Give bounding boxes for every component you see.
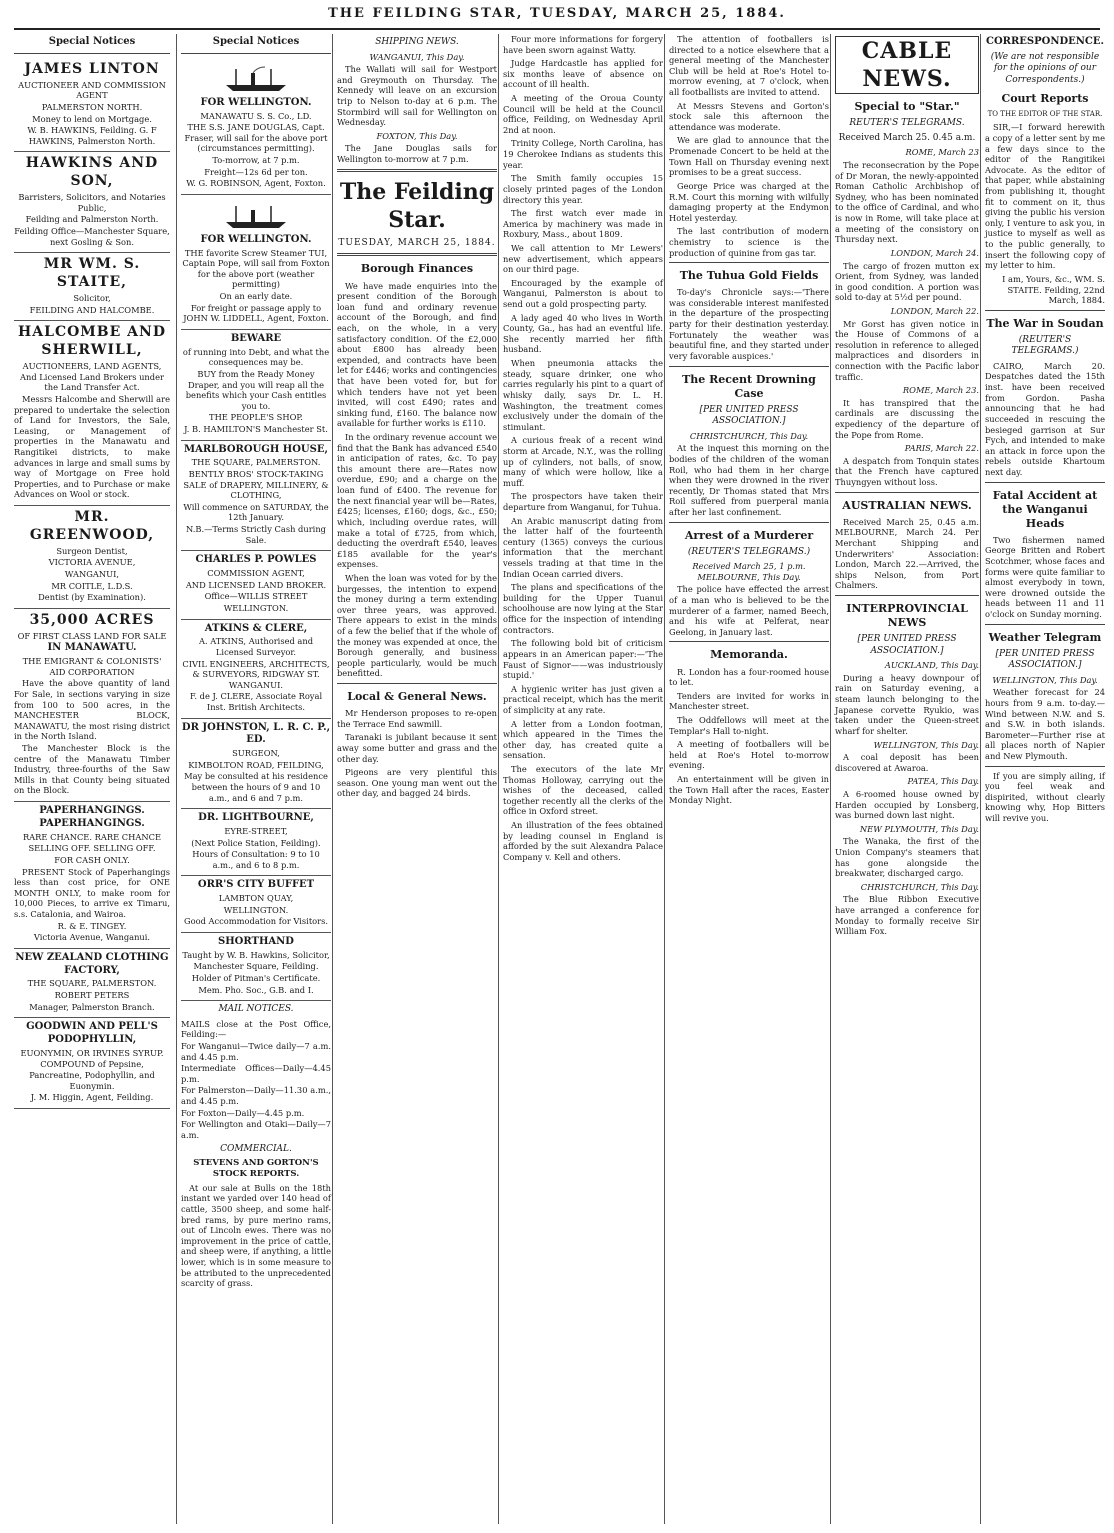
text-block: The police have effected the arrest of a man who is believed to be the murderer of a farmer, named Beech, and his wife at Pelferat, near Geelong, in January last. (669, 584, 829, 637)
text-block: Received March 25, 1 p.m. MELBOURNE, This Day. (692, 561, 806, 582)
text-block: George Price was charged at the R.M. Court this morning with wilfully damaging property at the Endymon Hotel yesterday. (669, 180, 829, 223)
text-block: CAIRO, March 20. Despatches dated the 15th inst. have been received from Gordon. Pasha announcing that he had succeeded in rescuing the besieged garrison at Sur Fych, and intended to make an attack in force upon the rebels outside Khartoum next day. (985, 360, 1105, 477)
fatal-accident-heading: Fatal Accident at the Wanganui Heads (992, 488, 1098, 530)
borough-finances-heading: Borough Finances (360, 262, 474, 276)
text-block: Mem. Pho. Soc., G.B. and I. (198, 984, 314, 995)
text-block: CHRISTCHURCH, This Day. (689, 430, 809, 441)
text-block: Solicitor, (73, 293, 111, 304)
drowning-case-heading: The Recent Drowning Case (682, 372, 816, 400)
text-block: SHORTHAND (218, 936, 294, 948)
divider (669, 366, 829, 367)
text-block: On an early date. (219, 291, 293, 302)
text-block: For freight or passage apply to JOHN W. LIDDELL, Agent, Foxton. (183, 302, 329, 324)
text-block: NEW PLYMOUTH, This Day. (859, 823, 979, 834)
memoranda-heading: Memoranda. (710, 648, 788, 662)
text-block: Hours of Consultation: 9 to 10 a.m., and 6 to 8 p.m. (192, 849, 320, 870)
australian-news-heading: AUSTRALIAN NEWS. (842, 498, 972, 512)
text-block: EYRE-STREET, (224, 826, 288, 836)
ad-marlborough-house (181, 441, 331, 552)
weather-telegram-heading: Weather Telegram (988, 630, 1102, 644)
ad-35000-acres (14, 609, 170, 802)
text-block: ROME, March 23. (902, 385, 979, 396)
text-block: BENTLY BROS' STOCK-TAKING SALE of DRAPERY, MILLINERY, & CLOTHING, (183, 469, 329, 501)
text-block: BUY from the Ready Money Draper, and you will reap all the benefits which your Cash entitles you to. (185, 368, 327, 411)
text-block: The following bold bit of criticism appears in an American paper:—'The Faust of Signor——was industriously stupid.' (503, 638, 663, 681)
shipping-news-heading: SHIPPING NEWS. (375, 37, 459, 47)
text-block: N.B.—Terms Strictly Cash during Sale. (186, 524, 326, 545)
text-block: [PER UNITED PRESS ASSOCIATION.] (699, 404, 799, 427)
text-block: MARLBOROUGH HOUSE, (184, 443, 328, 455)
divider (337, 169, 497, 172)
text-block: Tenders are invited for works in Manchester street. (669, 690, 829, 712)
text-block: A letter from a London footman, which appeared in the Times the other day, has created quite a sensation. (503, 718, 663, 761)
text-block: Feilding and Palmerston North. (25, 214, 159, 225)
text-block: Mr Henderson proposes to re-open the Terrace End sawmill. (337, 708, 497, 729)
steamship-icon (221, 202, 291, 230)
divider (14, 53, 170, 54)
column-heading: Special Notices (48, 36, 136, 47)
text-block: The plans and specifications of the building for the Upper Tuanui schoolhouse are now lying at the Star office for the inspection of intending contractors. (503, 582, 663, 635)
text-block: Good Accommodation for Visitors. (183, 916, 329, 927)
text-block: Freight—12s 6d per ton. (204, 166, 308, 177)
ad-beware (181, 330, 331, 441)
text-block: Trinity College, North Carolina, has 19 Cherokee Indians as students this year. (503, 138, 663, 170)
text-block: A. ATKINS, Authorised and Licensed Surveyor. (198, 636, 314, 657)
special-to-star: Special to "Star." (854, 100, 960, 114)
text-block: Encouraged by the example of Wanganui, Palmerston is about to send out a gold prospecting party. (503, 277, 663, 310)
text-block: An entertainment will be given in the Town Hall after the races, Easter Monday Night. (669, 774, 829, 806)
text-block: An illustration of the fees obtained by leading counsel in England is afforded by the suit Alexandra Palace Company v. Kell and others. (503, 820, 663, 862)
text-block: Dentist (by Examination). (38, 592, 146, 603)
text-block: The Manchester Block is the centre of the Manawatu Timber Industry, three-fourths of the Saw Mills in that County being situated on the Block. (14, 743, 170, 796)
text-block: AUCKLAND, This Day. (884, 660, 979, 671)
text-block: WELLINGTON, This Day. (992, 674, 1098, 685)
text-block: For Palmerston—Daily—11.30 a.m., and 4.45 p.m. (181, 1085, 331, 1107)
text-block: At Messrs Stevens and Gorton's stock sale this afternoon the attendance was moderate. (669, 100, 829, 132)
text-block: The Oddfellows will meet at the Templar's Hall to-night. (669, 714, 829, 736)
text-block: The reconsecration by the Pope of Dr Moran, the newly-appointed Roman Catholic Archbishop of Sydney, who has been nominated to the office of Cardinal, and who is now in Rome, will take place at a meeting of the consistory on Thursday next. (835, 160, 979, 245)
commercial-text: At our sale at Bulls on the 18th instant we yarded over 140 head of cattle, 3500 sheep, and some half-bred rams, by pure merino rams, out of Lincoln ewes. There was no improvement in the price of cattle, and sheep were, if anything, a little lower, which is in some measure to be attributed to the unprecedented scarcity of grass. (181, 1182, 331, 1289)
text-block: A despatch from Tonquin states that the French have captured Thuyngyen without loss. (835, 455, 979, 488)
text-block: FOR CASH ONLY. (54, 854, 130, 865)
text-block: Manager, Palmerston Branch. (29, 1001, 155, 1012)
divider (669, 262, 829, 263)
divider (985, 310, 1105, 311)
text-block: PATEA, This Day. (907, 776, 979, 787)
text-block: Received March 25. 0.45 a.m. (838, 132, 976, 143)
divider (985, 624, 1105, 625)
mail-notices-heading: MAIL NOTICES. (218, 1004, 294, 1015)
text-block: Four more informations for forgery have been sworn against Watty. (503, 34, 663, 55)
text-block: JAMES LINTON (24, 60, 160, 77)
text-block: Weather forecast for 24 hours from 9 a.m. to-day.—Wind between N.W. and S. and S.W. in both islands. Barometer—Further rise at all places north of Napier and New Plymouth. (985, 687, 1105, 762)
text-block: LONDON, March 22. (890, 305, 979, 316)
text-block: During a heavy downpour of rain on Saturday evening, a steam launch belonging to the Japanese corvette Ryukio, was taken under the Queen-street wharf for shelter. (835, 672, 979, 736)
text-block: WELLINGTON, This Day. (873, 739, 979, 750)
divider (835, 595, 979, 596)
text-block: THE PEOPLE'S SHOP. (209, 412, 303, 423)
divider (669, 522, 829, 523)
text-block: The Smith family occupies 15 closely printed pages of the London directory this year. (503, 173, 663, 205)
newspaper-columns (14, 34, 1104, 1524)
text-block: VICTORIA AVENUE, (48, 557, 136, 568)
text-block: FOR WELLINGTON. (200, 96, 312, 108)
text-block: CIVIL ENGINEERS, ARCHITECTS, & SURVEYORS, RIDGWAY ST. WANGANUI. (182, 658, 330, 690)
ad-staite (14, 253, 170, 321)
stock-reports-heading: STEVENS AND GORTON'S STOCK REPORTS. (193, 1158, 319, 1179)
column-news-2 (664, 34, 833, 1524)
text-block: ROME, March 23 (905, 147, 979, 158)
text-block: WELLINGTON. (223, 904, 289, 915)
text-block: DR. LIGHTBOURNE, (198, 812, 314, 824)
text-block: Mr Gorst has given notice in the House of Commons of a resolution in reference to alleged malpractices and disorders in connection with the Pacific labor traffic. (835, 318, 979, 382)
text-block: THE S.S. JANE DOUGLAS, Capt. Fraser, will sail for the above port (circumstances permitting). (184, 122, 328, 154)
text-block: J. B. HAMILTON'S Manchester St. (184, 423, 328, 434)
ad-powles (181, 551, 331, 619)
text-block: ORR'S CITY BUFFET (197, 879, 315, 891)
text-block: AUCTIONEERS, LAND AGENTS, And Licensed Land Brokers under the Land Transfer Act. (20, 361, 164, 393)
text-block: THE favorite Screw Steamer TUI, Captain Pope, will sail from Foxton for the above port (weather permitting) (182, 247, 330, 290)
war-in-soudan-heading: The War in Soudan (986, 316, 1104, 330)
text-block: The Wallati will sail for Westport and Greymouth on Thursday. The Kennedy will leave on an excursion trip to Nelson to-day at 6 p.m. The Stormbird will sail for Wellington on Wednesday. (337, 64, 497, 128)
text-block: In the ordinary revenue account we find that the Bank has advanced £540 in anticipation of rates, &c. To pay this amount there are—Rates now overdue, £90; and a charge on the loan fund of £400. The revenue for the next financial year will be—Rates, £425; licenses, £160; dogs, &c., £50; which, including overdue rates, will make a total of £725, from which, deducting the overdraft £540, leaves £185 available for the year's expenses. (337, 432, 497, 570)
interprovincial-news-heading: INTERPROVINCIAL NEWS (846, 602, 968, 630)
column-special-notices-2 (176, 34, 335, 1524)
column-cable-news (830, 34, 983, 1524)
text-block: An Arabic manuscript dating from the latter half of the fourteenth century (1365) conveys the curious information that the merchant vessels trading at that time in the Indian Ocean carried divers. (503, 515, 663, 579)
ad-shorthand (181, 933, 331, 1001)
text-block: PARIS, March 22. (904, 443, 979, 454)
text-block: A hygienic writer has just given a practical receipt, which has the merit of simplicity at any rate. (503, 683, 663, 715)
text-block: MANAWATU S. S. Co., LD. (200, 110, 312, 121)
text-block: SELLING OFF. SELLING OFF. (28, 843, 156, 854)
issue-dateline: TUESDAY, MARCH 25, 1884. (338, 237, 496, 248)
ad-dr-johnston (181, 719, 331, 810)
text-block: REUTER'S TELEGRAMS. (849, 118, 965, 129)
text-block: TO THE EDITOR OF THE STAR. (987, 110, 1103, 119)
text-block: The prospectors have taken their departure from Wanganui, for Tuhua. (503, 491, 663, 512)
text-block: Pigeons are very plentiful this season. One young man went out the other day, and bagged 24 birds. (337, 767, 497, 799)
text-block: To-day's Chronicle says:—'There was considerable interest manifested in the departure of the prospecting party for their destination yesterday. Fortunately the weather was beautiful fine, and they started under very favorable auspices.' (669, 287, 829, 361)
text-block: The executors of the late Mr Thomas Holloway, carrying out the wishes of the deceased, called together recently all the clerks of the office in Oxford street. (503, 764, 663, 817)
ad-podophyllin (14, 1018, 170, 1109)
text-block: WELLINGTON. (223, 602, 289, 613)
text-block: FOXTON, This Day. (376, 130, 458, 141)
text-block: A meeting of the Oroua County Council will be held at the Council office, Feilding, on Wednesday April 2nd at noon. (503, 93, 663, 135)
text-block: IN MANAWATU. (47, 642, 137, 654)
ad-greenwood (14, 506, 170, 609)
text-block: COMPOUND of Pepsine, Pancreatine, Podophyllin, and Euonymin. (29, 1059, 155, 1091)
ad-paperhangings (14, 802, 170, 949)
text-block: We call attention to Mr Lewers' new advertisement, which appears on our third page. (503, 242, 663, 275)
cable-news-heading: CABLE NEWS. (835, 36, 979, 94)
ad-orrs-buffet (181, 876, 331, 933)
text-block: 35,000 ACRES (29, 611, 155, 628)
text-block: CHRISTCHURCH, This Day. (860, 881, 979, 892)
ad-james-linton (14, 58, 170, 153)
text-block: Taught by W. B. Hawkins, Solicitor, (182, 949, 330, 960)
text-block: Office—WILLIS STREET (204, 591, 308, 602)
hop-bitters-notice: If you are simply ailing, if you feel weak and dispirited, without clearly knowing why, Hop Bitters will revive you. (985, 770, 1105, 824)
text-block: THE SQUARE, PALMERSTON. (27, 978, 157, 989)
correspondence-heading: CORRESPONDENCE. (985, 36, 1104, 47)
text-block: AUCTIONEER AND COMMISSION AGENT (18, 79, 166, 101)
text-block: F. de J. CLERE, Associate Royal Inst. British Architects. (189, 691, 323, 712)
ad-hawkins-son (14, 152, 170, 253)
text-block: Victoria Avenue, Wanganui. (33, 932, 151, 943)
masthead: THE FEILDING STAR, TUESDAY, MARCH 25, 1884. (14, 6, 1100, 30)
text-block: I am, Yours, &c., WM. S. STAITE. Feilding, 22nd March, 1884. (1002, 273, 1105, 306)
text-block: HAWKINS AND SON, (25, 155, 159, 190)
text-block: (Next Police Station, Feilding). (191, 837, 321, 848)
text-block: Will commence on SATURDAY, the 12th January. (183, 501, 329, 523)
text-block: EUONYMIN, OR IRVINES SYRUP. (20, 1047, 164, 1058)
text-block: Taranaki is jubilant because it sent away some butter and grass and the other day. (337, 732, 497, 764)
text-block: We have made enquiries into the present condition of the Borough loan fund and ordinary revenue account of the Borough, and find each, on the whole, in a very satisfactory condition. Of the £2,000 about £800 has already been expended, and contracts have been let for £446; works and contingencies that have been voted for, but for which tenders have not yet been invited, will cost £490; rates and sinking fund, £160. The balance now available for further works is £110. (337, 280, 497, 429)
text-block: WANGANUI, This Day. (369, 51, 465, 62)
text-block: The Jane Douglas sails for Wellington to-morrow at 7 p.m. (337, 143, 497, 164)
ad-dr-lightbourne (181, 809, 331, 876)
text-block: Barristers, Solicitors, and Notaries Public, (18, 192, 166, 213)
column-heading: Special Notices (212, 36, 300, 47)
text-block: (REUTER'S TELEGRAMS.) (687, 546, 811, 557)
divider (985, 766, 1105, 767)
text-block: RARE CHANCE. RARE CHANCE (22, 831, 162, 842)
arrest-murderer-heading: Arrest of a Murderer (684, 528, 814, 542)
text-block: Manchester Square, Feilding. (193, 961, 319, 972)
divider (337, 683, 497, 684)
text-block: Feilding Office—Manchester Square, next Gosling & Son. (14, 226, 170, 247)
text-block: ROBERT PETERS (54, 989, 130, 1000)
text-block: HALCOMBE AND SHERWILL, (18, 324, 166, 359)
text-block: ATKINS & CLERE, (204, 622, 308, 634)
text-block: For Foxton—Daily—4.45 p.m. (181, 1107, 305, 1118)
text-block: (We are not responsible for the opinions of our Correspondents.) (990, 51, 1100, 85)
text-block: MR COITLE, L.D.S. (51, 580, 133, 591)
text-block: When the loan was voted for by the burgesses, the intention to expend the money during a term extending over three years, was approved. There appears to exist in the minds of a few the belief that if the whole of the money was expended at once, the Borough generally, and business people particularly, would be much benefitted. (337, 572, 497, 679)
column-editorial (332, 34, 501, 1524)
text-block: J. M. Higgin, Agent, Feilding. (30, 1092, 154, 1103)
text-block: Intermediate Offices—Daily—4.45 p.m. (181, 1063, 331, 1084)
text-block: The attention of footballers is directed to a notice elsewhere that a general meeting of the Manchester Club will be held at Roe's Hotel to-morrow evening, at 7 o'clock, when all footballists are invited to attend. (669, 34, 829, 98)
text-block: Holder of Pitman's Certificate. (191, 973, 321, 984)
text-block: The last contribution of modern chemistry to science is the production of quinine from gas tar. (669, 226, 829, 258)
text-block: R. London has a four-roomed house to let. (669, 666, 829, 688)
text-block: FEILDING AND HALCOMBE. (29, 304, 155, 315)
text-block: A meeting of footballers will be held at Roe's Hotel to-morrow evening. (669, 739, 829, 771)
text-block: BEWARE (230, 332, 282, 344)
divider (337, 253, 497, 256)
text-block: PAPERHANGINGS. PAPERHANGINGS. (39, 805, 145, 829)
text-block: NEW ZEALAND CLOTHING FACTORY, (15, 951, 169, 976)
text-block: For Wellington and Otaki—Daily—7 a.m. (181, 1119, 331, 1140)
text-block: AND LICENSED LAND BROKER. (185, 579, 327, 590)
text-block: DR JOHNSTON, L. R. C. P., ED. (181, 721, 331, 746)
text-block: CHARLES P. POWLES (195, 554, 317, 566)
text-block: OF FIRST CLASS LAND FOR SALE (17, 630, 167, 641)
divider (835, 492, 979, 493)
text-block: W. B. HAWKINS, Feilding. G. F HAWKINS, Palmerston North. (27, 125, 157, 146)
divider (669, 641, 829, 642)
text-block: SIR,—I forward herewith a copy of a letter sent by me a few days since to the editor of the Rangitikei Advocate. As the editor of that paper, while abstaining from publishing it, thought fit to comment on it, thus giving the public his version only, I venture to ask you, in justice to myself as well as to the public generally, to insert the following copy of my letter to him. (985, 122, 1105, 271)
text-block: of running into Debt, and what the consequences may be. (182, 346, 330, 368)
ad-clothing-factory (14, 949, 170, 1018)
ad-halcombe-sherwill (14, 321, 170, 506)
text-block: PRESENT Stock of Paperhangings less than cost price, for ONE MONTH ONLY, to make room for 10,000 Pieces, to arrive ex Timaru, s.s. Catalonia, and Wairoa. (14, 866, 170, 919)
column-local-news (498, 34, 667, 1524)
text-block: A curious freak of a recent wind storm at Arcade, N.Y., was the rolling up of cylinders, not balls, of snow, many of which were hollow, like a muff. (503, 435, 663, 488)
column-correspondence (980, 34, 1109, 1524)
text-block: (REUTER'S TELEGRAMS.) (1011, 334, 1079, 357)
text-block: LAMBTON QUAY, (218, 893, 294, 904)
text-block: The Blue Ribbon Executive have arranged a conference for Monday to formally receive Sir William Fox. (835, 894, 979, 937)
text-block: The Wanaka, the first of the Union Company's steamers that has gone alongside the breakwater, discharged cargo. (835, 836, 979, 879)
text-block: It has transpired that the cardinals are discussing the expediency of the departure of the Pope from Rome. (835, 397, 979, 440)
text-block: Money to lend on Mortgage. (32, 113, 152, 124)
text-block: WANGANUI, (64, 569, 120, 580)
text-block: Two fishermen named George Britten and Robert Scotchmer, whose faces and forms were quite familiar to almost everybody in town, were drowned outside the heads between 11 and 11 o'clock on Sunday morning. (985, 534, 1105, 620)
text-block: COMMISSION AGENT, (207, 568, 305, 579)
text-block: LONDON, March 24. (890, 247, 979, 258)
text-block: The first watch ever made in America by machinery was made in Roxbury, Mass., about 1809. (503, 208, 663, 240)
court-reports-heading: Court Reports (1001, 92, 1089, 106)
text-block: We are glad to announce that the Promenade Concert to be held at the Town Hall on Thursday evening next promises to be a great success. (669, 135, 829, 178)
text-block: A lady aged 40 who lives in Worth County, Ga., has had an eventful life. She recently married her fifth husband. (503, 312, 663, 355)
text-block: May be consulted at his residence between the hours of 9 and 10 a.m., and 6 and 7 p.m. (184, 771, 328, 803)
text-block: SURGEON, (232, 748, 280, 759)
divider (181, 53, 331, 54)
ad-atkins-clere (181, 620, 331, 719)
ad-jane-douglas (181, 58, 331, 195)
divider (985, 482, 1105, 483)
text-block: [PER UNITED PRESS ASSOCIATION.] (857, 634, 957, 656)
tuhua-gold-fields-heading: The Tuhua Gold Fields (679, 269, 819, 283)
text-block: Received March 25, 0.45 a.m. MELBOURNE, March 24. Per Merchant Shipping and Underwriters' Association: London, March 22.—Arrived, the ships Nelson, from Port Chalmers. (835, 516, 979, 591)
text-block: PALMERSTON NORTH. (41, 101, 143, 112)
text-block: KIMBOLTON ROAD, FEILDING, (188, 759, 324, 770)
text-block: A 6-roomed house owned by Harden occupied by Lonsberg, was burned down last night. (835, 788, 979, 821)
text-block: Judge Hardcastle has applied for six months leave of absence on account of ill health. (503, 58, 663, 90)
text-block: When pneumonia attacks the steady, square drinker, one who carries regularly his pint to a quart of whisky daily, says Dr. L. H. Washington, the treatment comes exclusively under the domain of the stimulant. (503, 358, 663, 432)
text-block: At the inquest this morning on the bodies of the children of the woman Roil, who had them in her charge when they were drowned in the river recently, Dr Thomas stated that Mrs Roil suffered from puerperal mania after her last confinement. (669, 443, 829, 517)
text-block: FOR WELLINGTON. (200, 233, 312, 245)
column-special-notices-1 (14, 34, 174, 1524)
text-block: MAILS close at the Post Office, Feilding:— (181, 1018, 331, 1040)
text-block: MR. GREENWOOD, (29, 508, 155, 543)
text-block: Surgeon Dentist, (56, 545, 128, 556)
text-block: To-morrow, at 7 p.m. (212, 155, 300, 166)
text-block: Messrs Halcombe and Sherwill are prepared to undertake the selection of Land for Investors, the Sale, Leasing, or Management of properties in the Manawatu and Rangitikei districts, to make advances in large and small sums by way of Mortgage on Free hold Properties, and to Purchase or make Advances on Wool or stock. (14, 393, 170, 500)
text-block: Have the above quantity of land For Sale, in sections varying in size from 100 to 500 acres, in the MANCHESTER BLOCK, MANAWATU, the most rising district in the North Island. (14, 678, 170, 742)
newspaper-title (337, 178, 497, 234)
steamship-icon (221, 65, 291, 93)
text-block: [PER UNITED PRESS ASSOCIATION.] (995, 648, 1095, 671)
text-block: GOODWIN AND PELL'S PODOPHYLLIN, (26, 1021, 158, 1045)
text-block: THE EMIGRANT & COLONISTS' AID CORPORATION (22, 656, 162, 677)
ad-tui (181, 195, 331, 330)
text-block: W. G. ROBINSON, Agent, Foxton. (186, 178, 326, 189)
local-general-news-heading: Local & General News. (347, 690, 487, 704)
commercial-heading: COMMERCIAL. (220, 1143, 292, 1154)
text-block: R. & E. TINGEY. (57, 920, 127, 931)
text-block: THE SQUARE, PALMERSTON. (191, 457, 321, 468)
text-block: A coal deposit has been discovered at Awaroa. (835, 752, 979, 773)
text-block: MR WM. S. STAITE, (43, 256, 141, 291)
text-block: The cargo of frozen mutton ex Orient, from Sydney, was landed in good condition. A portion was sold to-day at 5½d per pound. (835, 260, 979, 303)
text-block: For Wanganui—Twice daily—7 a.m. and 4.45 p.m. (181, 1041, 331, 1062)
text-block: The Feilding Star. (339, 178, 495, 233)
